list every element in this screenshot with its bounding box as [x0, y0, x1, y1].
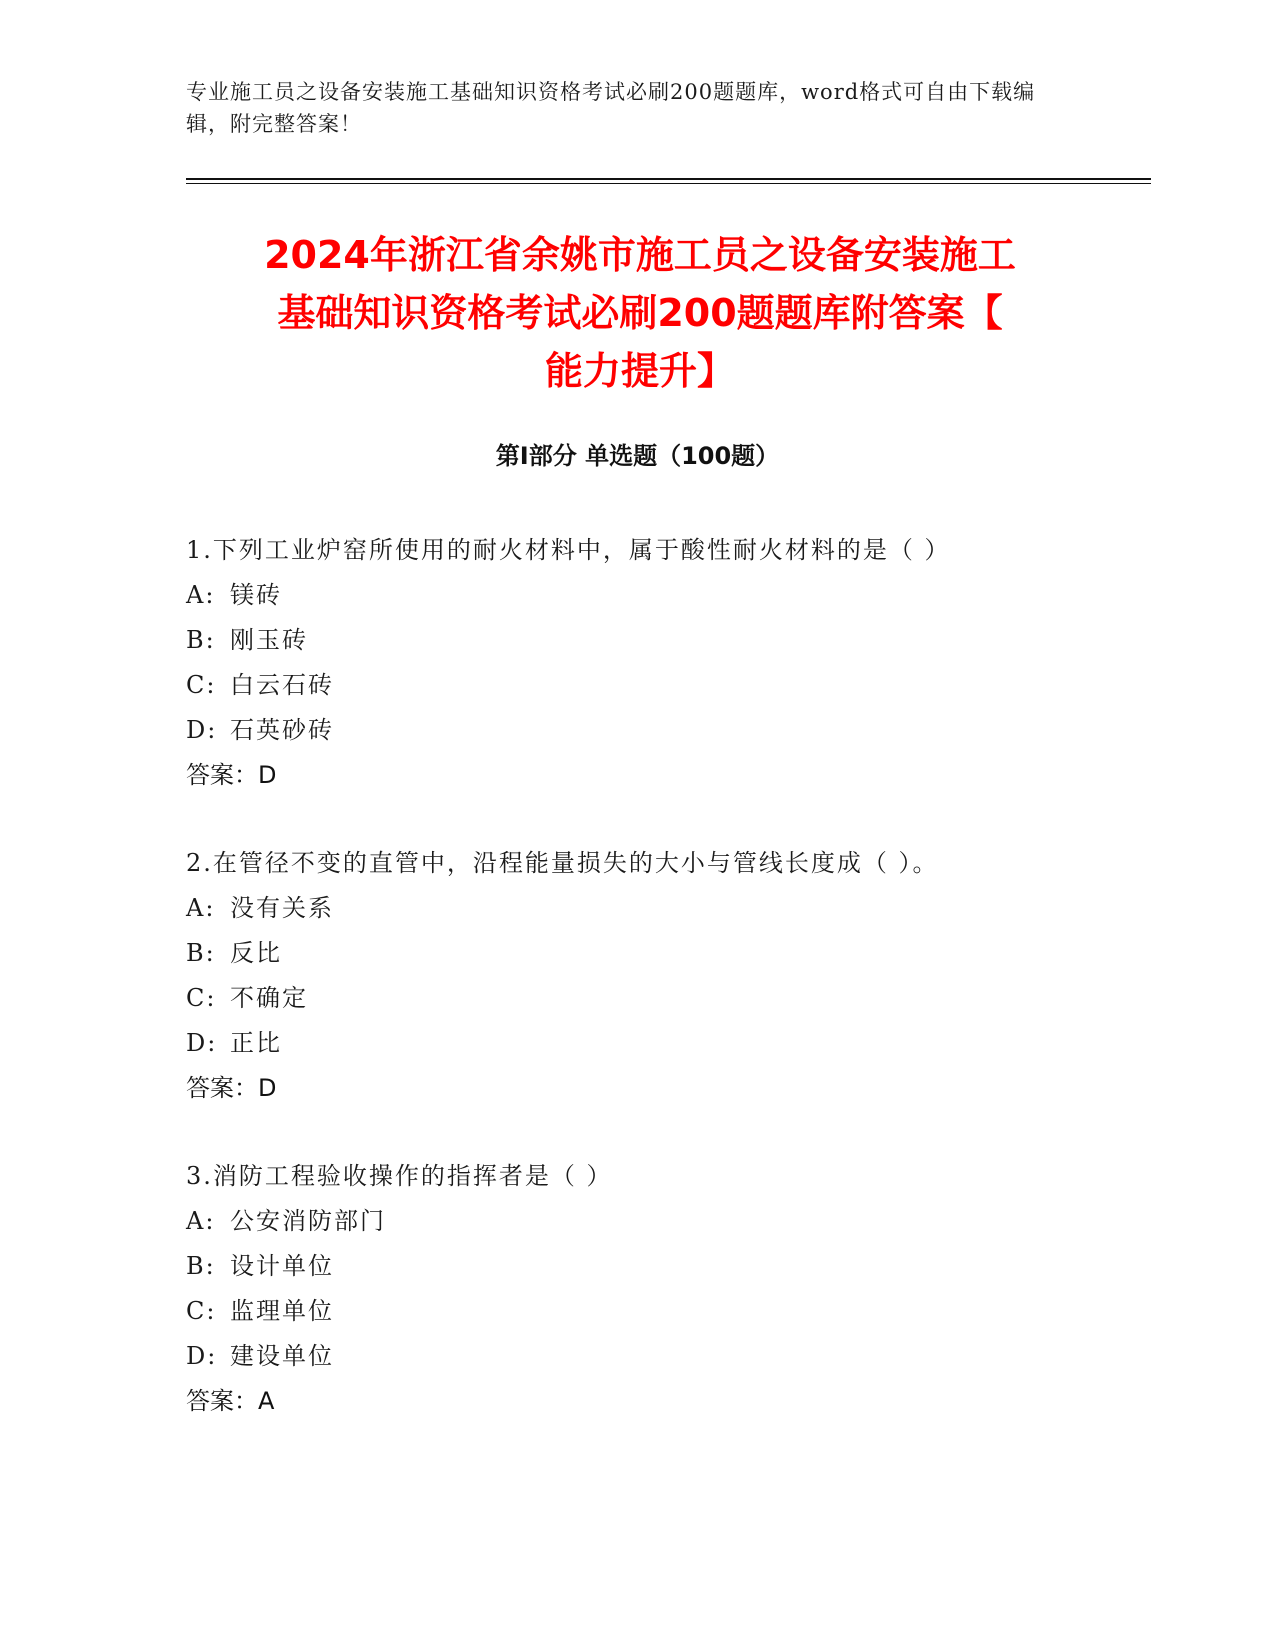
option-a: [186, 886, 1086, 931]
option-letter: D:: [186, 1342, 218, 1370]
option-text: 没有关系: [230, 894, 334, 922]
section-heading: 第Ⅰ部分 单选题（100题）: [495, 442, 780, 470]
header-divider-thin: [186, 183, 1151, 184]
title-line-2: 基础知识资格考试必刷200题题库附答案【: [277, 291, 1003, 335]
title-line-1: 2024年浙江省余姚市施工员之设备安装施工: [264, 233, 1016, 277]
option-letter: A:: [186, 1207, 216, 1235]
option-text: 监理单位: [230, 1297, 334, 1325]
option-b: [186, 931, 1086, 976]
question-list: [186, 528, 1086, 1467]
question-2: [186, 841, 1086, 1111]
option-a: [186, 1199, 1086, 1244]
option-text: 设计单位: [230, 1252, 334, 1280]
document-title: [180, 226, 1100, 400]
option-letter: D:: [186, 1029, 218, 1057]
header-note: 专业施工员之设备安装施工基础知识资格考试必刷200题题库，word格式可自由下载编辑，附完整答案！: [186, 80, 1036, 136]
option-text: 白云石砖: [230, 671, 334, 699]
answer-line: [186, 1066, 1086, 1111]
option-letter: A:: [186, 894, 216, 922]
option-letter: D:: [186, 716, 218, 744]
question-stem: 3.消防工程验收操作的指挥者是（ ）: [186, 1162, 613, 1190]
option-a: [186, 573, 1086, 618]
option-d: [186, 708, 1086, 753]
option-text: 建设单位: [230, 1342, 334, 1370]
option-letter: C:: [186, 1297, 217, 1325]
option-text: 正比: [230, 1029, 282, 1057]
option-text: 公安消防部门: [230, 1207, 386, 1235]
option-letter: C:: [186, 984, 217, 1012]
answer-label: 答案：: [186, 761, 258, 789]
option-text: 不确定: [230, 984, 308, 1012]
option-c: [186, 976, 1086, 1021]
option-c: [186, 663, 1086, 708]
option-letter: B:: [186, 939, 216, 967]
question-stem: 1.下列工业炉窑所使用的耐火材料中，属于酸性耐火材料的是（ ）: [186, 536, 951, 564]
answer-value: D: [258, 1074, 277, 1102]
option-letter: B:: [186, 626, 216, 654]
header-divider-thick: [186, 178, 1151, 180]
question-stem: 2.在管径不变的直管中，沿程能量损失的大小与管线长度成（ ）。: [186, 849, 939, 877]
option-text: 石英砂砖: [230, 716, 334, 744]
answer-value: A: [258, 1387, 275, 1415]
answer-value: D: [258, 761, 277, 789]
answer-label: 答案：: [186, 1074, 258, 1102]
answer-line: [186, 1379, 1086, 1424]
option-letter: A:: [186, 581, 216, 609]
option-c: [186, 1289, 1086, 1334]
option-text: 反比: [230, 939, 282, 967]
option-d: [186, 1334, 1086, 1379]
option-text: 刚玉砖: [230, 626, 308, 654]
option-b: [186, 618, 1086, 663]
answer-line: [186, 753, 1086, 798]
question-1: [186, 528, 1086, 798]
option-letter: C:: [186, 671, 217, 699]
option-d: [186, 1021, 1086, 1066]
title-line-3: 能力提升】: [544, 349, 735, 393]
option-b: [186, 1244, 1086, 1289]
option-letter: B:: [186, 1252, 216, 1280]
option-text: 镁砖: [230, 581, 282, 609]
answer-label: 答案：: [186, 1387, 258, 1415]
question-3: [186, 1154, 1086, 1424]
